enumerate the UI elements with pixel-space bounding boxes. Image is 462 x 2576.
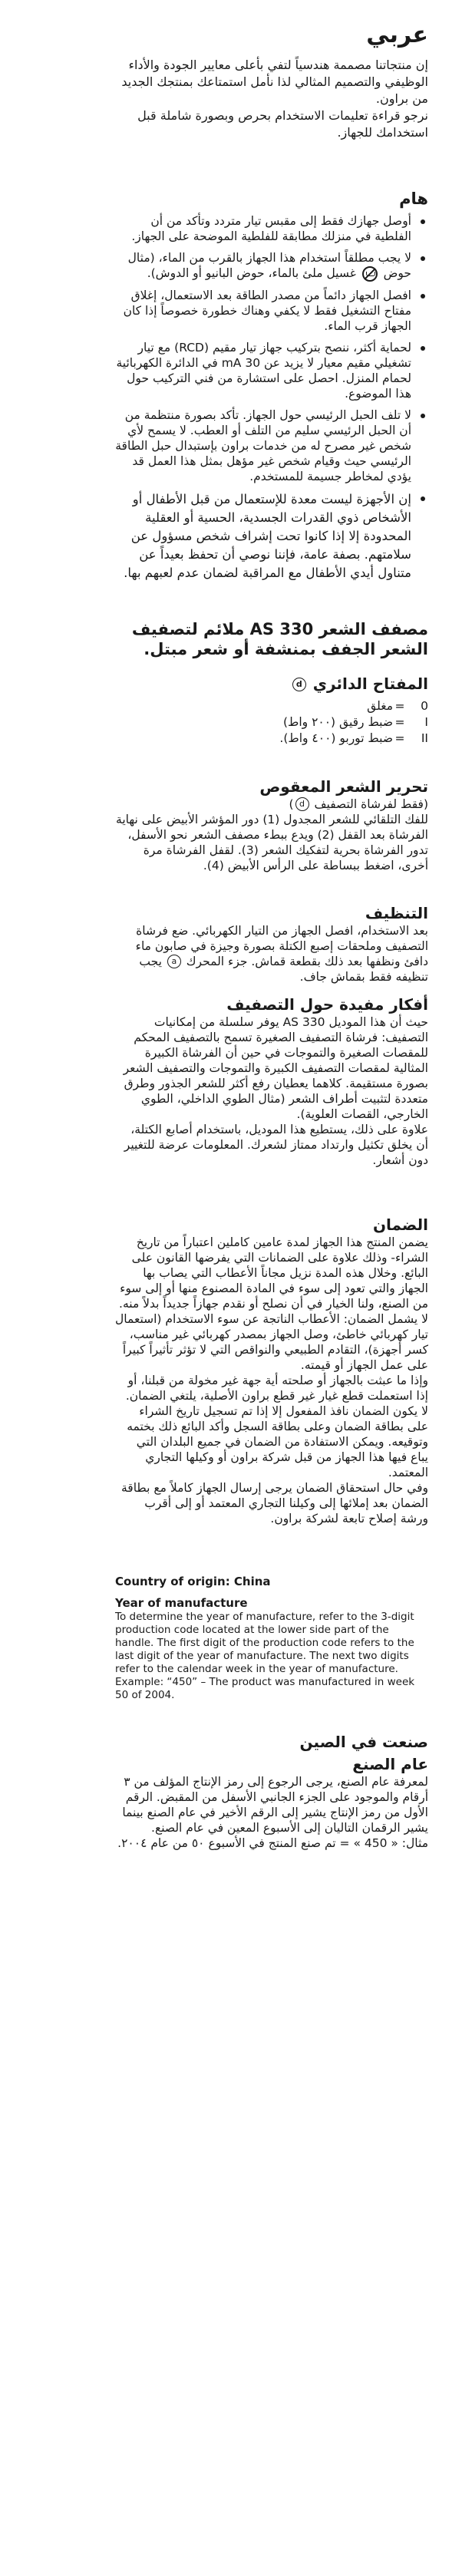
no-bath-icon [362, 266, 378, 282]
english-origin-block [115, 1574, 428, 1702]
cleaning-paragraph: بعد الاستخدام، افصل الجهاز من التيار الكهربائي. ضع فرشاة التصفيف وملحقات إصبع الكتلة بصورة وجيزة في صابون ماء دافئ ونظفها بعد ذلك بقطعة قماش. جزء المحرك a يجب تنظيفه فقط بقماش جاف. [135, 923, 428, 984]
arabic-year-text: لمعرفة عام الصنع، يرجى الرجوع إلى رمز الإنتاج المؤلف من ٣ أرقام والموجود على الجزء الجانبي الأسفل من المقبض. الرقم الأول من رمز الإنتاج يشير إلى الرقم الأخير في عام الصنع بينما يشير الرقمان التاليان إلى الأسبوع المعين في عام الصنع. [122, 1774, 428, 1835]
warranty-paragraph: يضمن المنتج هذا الجهاز لمدة عامين كاملين اعتباراً من تاريخ الشراء- وذلك علاوة على الضمانات التي يفرضها القانون على البائع. وخلال هذه المدة نزيل مجاناً الأعطاب التي يصاب بها الجهاز والتي تعود إلى سوء في المادة المصنوع منها أو إلى سوء من الصنع، ولنا الخيار في أن نصلح أو نقدم جهازاً جديداً بدلاً منه. [119, 1235, 428, 1311]
switch-title: المفتاح الدائري d [115, 675, 428, 694]
warranty-paragraph: لا يكون الضمان نافذ المفعول إلا إذا تم تسجيل تاريخ الشراء على بطاقة الضمان وعلى بطاقة السجل وأكد البائع ذلك بختمه وتوقيعه. ويمكن الاستفادة من الضمان في جميع البلدان التي يباع فيها هذا الجهاز من قبل شركة براون أو وكيلها التجاري المعتمد. [127, 1403, 428, 1479]
switch-row: 0 = مغلق [367, 698, 428, 713]
switch-row: I = ضبط رقيق (٢٠٠ واط) [282, 714, 428, 729]
tips-paragraph: حيث أن هذا الموديل AS 330 يوفر سلسلة من إمكانيات التصفيف: فرشاة التصفيف الصغيرة تسمح بالتصفيف المحكم للمقصات الصغيرة والتموجات في حين أن الفرشاة الكبيرة المثالية لمقصات التصفيف الكبيرة والتموجات والتصفيف الشعر بصورة مستقيمة. كلاهما يعطيان رفع أكثر للشعر الجذور وطرق متعددة لتثبيت أطراف الشعر (مثال الطوي الداخلي، الطوي الخارجي، القصات العلوية). [123, 1014, 428, 1121]
arabic-origin-title: صنعت في الصين [299, 1732, 428, 1751]
year-of-manufacture-title: Year of manufacture [115, 1595, 248, 1610]
arabic-year-title: عام الصنع [352, 1754, 428, 1773]
warranty-paragraph: لا يشمل الضمان: الأعطاب الناتجة عن سوء الاستخدام (استعمال تيار كهربائي خاطئ، وصل الجهاز بمصدر كهربائي غير مناسب، كسر أجهزة)، التقادم الطبيعي والنواقص التي لا تؤثر تأثيراً كبيراً على عمل الجهاز أو قيمته. [115, 1311, 428, 1372]
list-item: لحماية أكثر، ننصح بتركيب جهاز تيار مقيم (RCD) مع تيار تشغيلي مقيم معيار لا يزيد عن 30 mA في الدائرة الكهربائية لحمام المنزل. احصل على استشارة من فني التركيب حول هذا الموضوع. [115, 340, 428, 401]
list-item: افصل الجهاز دائماً من مصدر الطاقة بعد الاستعمال، إغلاق مفتاح التشغيل فقط لا يكفي وهناك خطورة خصوصاً إذا كان الجهاز قرب الماء. [115, 288, 428, 334]
year-example: Example: “450” – The product was manufactured in week 50 of 2004. [115, 1675, 415, 1701]
tips-paragraph-2: علاوة على ذلك، يستطيع هذا الموديل، باستخدام أصابع الكتلة، أن يخلق تكثيل وارتداد ممتاز لشعرك. المعلومات عرضة للتغيير دون أشعار. [124, 1122, 428, 1167]
switch-settings [115, 698, 428, 747]
language-title: عربي [366, 21, 428, 48]
release-title: تحرير الشعر المعقوص [259, 777, 428, 796]
year-of-manufacture-text: To determine the year of manufacture, refer to the 3-digit production code located at the lower side part of the handle. The first digit of the production code refers to the last digit of the year of manufacture. The next two digits refer to the calendar week in the year of manufacture. [115, 1610, 414, 1675]
list-item: أوصل جهازك فقط إلى مقبس تيار متردد وتأكد من أن الفلطية في منزلك مطابقة للفلطية الموضحة على الجهاز. [115, 213, 428, 244]
intro-paragraph: إن منتجاتنا مصممة هندسياً لتفي بأعلى معايير الجودة والأداء الوظيفي والتصميم المثالي لذا نأمل استمتاعك بمنتجك الجديد من براون. [121, 58, 428, 106]
warranty-paragraph: وإذا ما عبثت بالجهاز أو صلحته أية جهة غير مخولة من قبلنا، أو إذا استعملت قطع غيار غير قطع براون الأصلية، يلتغي الضمان. [125, 1373, 428, 1403]
list-item: إن الأجهزة ليست معدة للإستعمال من قبل الأطفال أو الأشخاص ذوي القدرات الجسدية، الحسية أو العقلية المحدودة إلا إذا كانوا تحت إشراف شخص مسؤول عن سلامتهم. بصفة عامة، فإننا نوصي أن تحفظ بعيداً عن متناول أيدي الأطفال مع المراقبة لضمان عدم لعبهم بها. [115, 490, 428, 582]
switch-letter-icon: d [292, 678, 306, 691]
list-item: لا يجب مطلقاً استخدام هذا الجهاز بالقرب من الماء، (مثال حوض غسيل ملئ بالماء، حوض البانيو أو الدوش). [115, 250, 428, 282]
motor-letter-icon: a [167, 955, 181, 968]
release-note: (فقط لفرشاة التصفيف d) [289, 797, 428, 811]
tips-title: أفكار مفيدة حول التصفيف [226, 994, 428, 1014]
list-item: لا تلف الحبل الرئيسي حول الجهاز. تأكد بصورة منتظمة من أن الحبل الرئيسي سليم من التلف أو العطب. لا يسمح لأي شخص غير مصرح له من خدمات براون بإستبدال حبل الطاقة الرئيسي حيث وقيام شخص غير مؤهل بمثل هذا العمل قد يؤدي لمخاطر جسيمة للمستخدم. [115, 407, 428, 484]
product-title: مصفف الشعر AS 330 ملائم لتصفيف الشعر الجفف بمنشفة أو شعر مبتل. [131, 619, 428, 658]
warranty-paragraph: وفي حال استحقاق الضمان يرجى إرسال الجهاز كاملاً مع بطاقة الضمان بعد إملائها إلى وكيلنا التجاري المعتمد أو إلى أقرب ورشة إصلاح تابعة لشركة براون. [120, 1480, 428, 1525]
country-of-origin: Country of origin: China [115, 1574, 271, 1588]
intro-instructions: نرجو قراءة تعليمات الاستخدام بحرص وبصورة شاملة قبل استخدامك للجهاز. [137, 108, 428, 140]
release-paragraph: للفك التلقائي للشعر المجدول (1) دور المؤشر الأبيض على نهاية الفرشاة بعد القفل (2) ويدع ببطء مصفف الشعر نحو الأسفل، تدور الفرشاة بحرية لتفكيك الشعر (3). لقفل الفرشاة مرة أخرى، اضغط ببساطة على الرأس الأبيض (4). [116, 812, 428, 872]
important-title: هام [399, 190, 428, 208]
important-list [115, 213, 428, 582]
cleaning-title: التنظيف [365, 903, 428, 922]
warranty-title: الضمان [372, 1215, 428, 1234]
switch-row: II = ضبط توربو (٤٠٠ واط). [279, 731, 428, 745]
brush-letter-icon: d [295, 797, 309, 811]
arabic-year-example: مثال: « 450 » = تم صنع المنتج في الأسبوع ٥٠ من عام ٢٠٠٤. [117, 1836, 428, 1850]
